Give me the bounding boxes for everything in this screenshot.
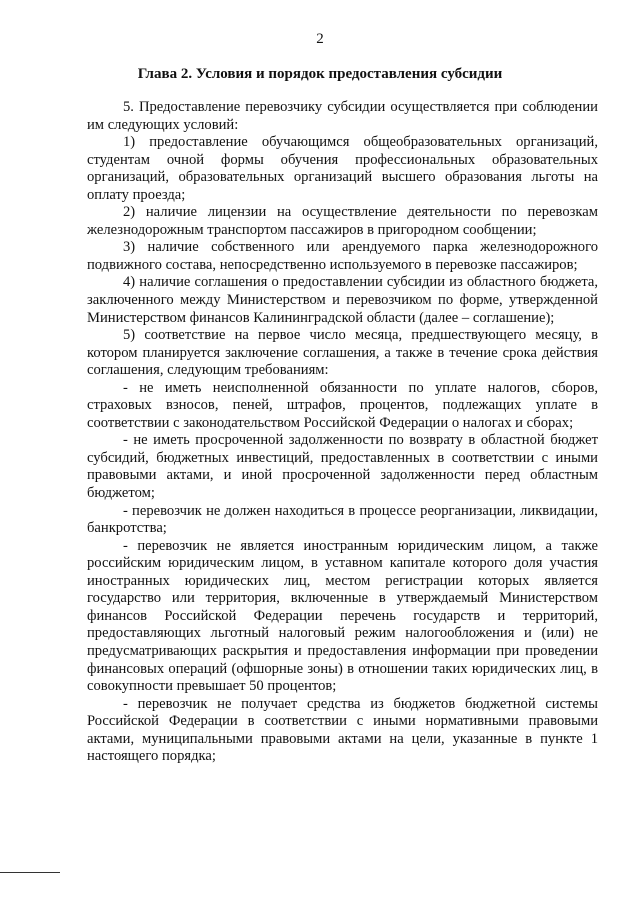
page-number: 2	[316, 31, 324, 47]
paragraph-condition-1: 1) предоставление обучающимся общеобразовательных организаций, студентам очной формы обучения профессиональных образовательных организаций, образовательных организаций высшего образования льготы на оплату проезда;	[87, 134, 598, 203]
paragraph-condition-2: 2) наличие лицензии на осуществление деятельности по перевозкам железнодорожным транспортом пассажиров в пригородном сообщении;	[87, 204, 598, 238]
paragraph-requirement-other-budgets: - перевозчик не получает средства из бюджетов бюджетной системы Российской Федерации в соответствии с иными нормативными правовыми актами, муниципальными правовыми актами на цели, указанные в пункте 1 настоящего порядка;	[87, 695, 598, 765]
footnote-divider	[0, 872, 60, 873]
paragraph-requirement-debt: - не иметь просроченной задолженности по возврату в областной бюджет субсидий, бюджетных инвестиций, предоставленных в соответствии с иными правовыми актами, и иной просроченной задолженности перед областным бюджетом;	[87, 432, 598, 502]
chapter-heading: Глава 2. Условия и порядок предоставления субсидии	[137, 66, 503, 82]
paragraph-requirement-reorganization: - перевозчик не должен находиться в процессе реорганизации, ликвидации, банкротства;	[87, 502, 598, 537]
paragraph-condition-3: 3) наличие собственного или арендуемого парка железнодорожного подвижного состава, непосредственно используемого в перевозке пассажиров;	[87, 239, 598, 273]
document-body	[87, 99, 598, 766]
paragraph-item-5: 5. Предоставление перевозчику субсидии осуществляется при соблюдении им следующих условий:	[87, 99, 598, 133]
paragraph-requirement-foreign-entity: - перевозчик не является иностранным юридическим лицом, а также российским юридическим лицом, в уставном капитале которого доля участия иностранных юридических лиц, местом регистрации которых является государство или территория, включенные в утверждаемый Министерством финансов Российской Федерации перечень государств и территорий, предоставляющих льготный налоговый режим налогообложения и (или) не предусматривающих раскрытия и предоставления информации при проведении финансовых операций (офшорные зоны) в отношении таких юридических лиц, в совокупности превышает 50 процентов;	[87, 537, 598, 695]
paragraph-requirement-taxes: - не иметь неисполненной обязанности по уплате налогов, сборов, страховых взносов, пеней, штрафов, процентов, подлежащих уплате в соответствии с законодательством Российской Федерации о налогах и сборах;	[87, 379, 598, 431]
paragraph-condition-5: 5) соответствие на первое число месяца, предшествующего месяцу, в котором планируется заключение соглашения, а также в течение срока действия соглашения, следующим требованиям:	[87, 327, 598, 379]
paragraph-condition-4: 4) наличие соглашения о предоставлении субсидии из областного бюджета, заключенного между Министерством и перевозчиком по форме, утвержденной Министерством финансов Калининградской области (далее – соглашение);	[87, 274, 598, 326]
